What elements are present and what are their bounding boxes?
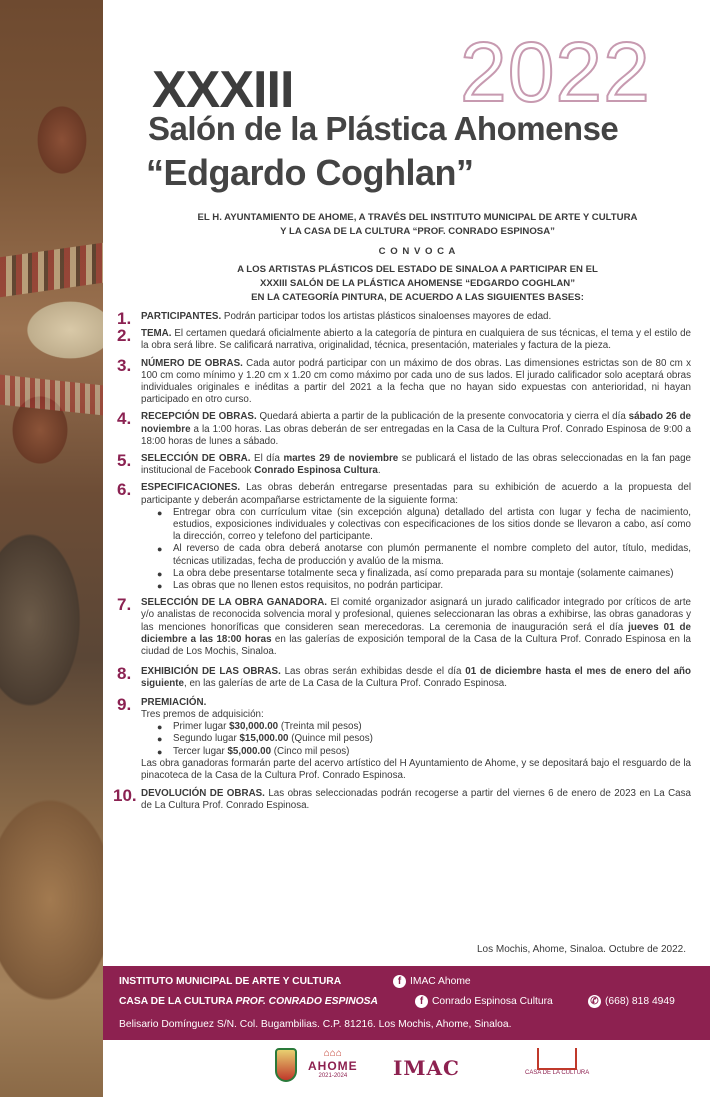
base-text: El día bbox=[250, 453, 284, 465]
base-number: 8. bbox=[117, 664, 132, 684]
prize-item: ● Segundo lugar $15,000.00 (Quince mil pesos) bbox=[141, 733, 691, 745]
spec-bullet: ● Las obras que no llenen estos requisitos, no podrán participar. bbox=[141, 580, 691, 592]
year-heading: 2022 bbox=[460, 25, 651, 119]
base-number: 7. bbox=[117, 595, 132, 615]
phone-icon: ✆ bbox=[588, 995, 601, 1008]
intro-line-5: EN LA CATEGORÍA PINTURA, DE ACUERDO A LAS SIGUIENTES BASES: bbox=[251, 292, 584, 303]
base-item bbox=[113, 355, 691, 407]
intro-line-4: XXXIII SALÓN DE LA PLÁSTICA AHOMENSE “EDGARDO COGHLAN” bbox=[259, 278, 575, 289]
base-item bbox=[113, 411, 691, 448]
facebook-icon: f bbox=[393, 975, 406, 988]
municipal-crest-logo bbox=[275, 1048, 297, 1082]
spec-bullet: ● Al reverso de cada obra deberá anotarse con plumón permanente el nombre completo del autor, título, medidas, técnicas utilizadas, fecha de producción y avalúo de la misma. bbox=[141, 543, 691, 567]
contact-band bbox=[103, 966, 710, 1040]
base-text: El comité organizador asignará un jurado calificador integrado por críticos de arte y/o analistas de reconocida solvencia moral y profesional, quienes seleccionaran las obras a exhibirse, las obras ganadoras y las menciones honoríficas que consideren sean merecedoras. La ceremonia de inauguración será el día bbox=[141, 597, 691, 633]
institute-name: INSTITUTO MUNICIPAL DE ARTE Y CULTURA bbox=[119, 976, 342, 987]
base-text: Las obras seleccionadas podrán recogerse a partir del viernes 6 de enero de 2023 en La Casa de La Cultura Prof. Conrado Espinosa. bbox=[141, 788, 691, 812]
edition-number: XXXIII bbox=[152, 61, 294, 119]
base-date: martes 29 de noviembre bbox=[283, 453, 399, 465]
base-item bbox=[113, 482, 691, 592]
base-number: 4. bbox=[117, 409, 132, 429]
prize-amount: $30,000.00 bbox=[229, 721, 279, 733]
intro-line-3: A LOS ARTISTAS PLÁSTICOS DEL ESTADO DE SINALOA A PARTICIPAR EN EL bbox=[237, 264, 598, 275]
phone-link[interactable] bbox=[588, 995, 675, 1008]
base-heading: SELECCIÓN DE OBRA. bbox=[141, 453, 251, 465]
base-number: 5. bbox=[117, 451, 132, 471]
prize-list bbox=[141, 721, 691, 758]
base-date: sábado 26 de noviembre bbox=[141, 411, 692, 435]
base-date: jueves 01 de diciembre a las 18:00 horas bbox=[141, 621, 691, 645]
base-date: 01 de diciembre hasta el mes de enero del año siguiente bbox=[141, 666, 691, 690]
base-heading: DEVOLUCIÓN DE OBRAS. bbox=[141, 788, 265, 800]
base-item bbox=[113, 309, 691, 328]
facebook-icon: f bbox=[415, 995, 428, 1008]
casa-cultura-name: CASA DE LA CULTURA PROF. CONRADO ESPINOSA bbox=[119, 996, 378, 1007]
base-number: 3. bbox=[117, 355, 132, 375]
convoca-heading: C O N V O C A bbox=[378, 246, 457, 257]
title-line-1: Salón de la Plástica Ahomense bbox=[148, 110, 619, 147]
base-heading: PREMIACIÓN. bbox=[141, 696, 207, 708]
base-text: Cada autor podrá participar con un máximo de dos obras. Las dimensiones estrictas son de 80 cm x 100 cm como mínimo y 1.20 cm x 1.20 cm como máximo por cada uno de sus lados. El jurado calificador solo aceptará obras individuales originales e inéditas a partir del 2021 a la fecha que no hayan sido expuestas con anterioridad, ni hayan participado en otro curso. bbox=[141, 357, 691, 406]
base-text: Quedará abierta a partir de la publicación de la presente convocatoria y cierra el día bbox=[256, 411, 629, 423]
base-number: 6. bbox=[117, 480, 132, 500]
phone-number: (668) 818 4949 bbox=[605, 996, 675, 1007]
base-text: a la 1:00 horas. Las obras deberán de ser entregadas en la Casa de la Cultura Prof. Conrado Espinosa de 9:00 a 18:00 horas de lunes a sábado. bbox=[141, 423, 691, 447]
base-heading: ESPECIFICACIONES. bbox=[141, 482, 241, 494]
base-text: , en las galerías de arte de La Casa de la Cultura Prof. Conrado Espinosa. bbox=[184, 678, 507, 690]
prize-item: ● Primer lugar $30,000.00 (Treinta mil pesos) bbox=[141, 721, 691, 733]
facebook-handle: Conrado Espinosa Cultura bbox=[432, 996, 553, 1007]
spec-bullet: ● La obra debe presentarse totalmente seca y finalizada, así como preparada para su montaje (solamente caimanes) bbox=[141, 568, 691, 580]
painting-strip bbox=[0, 0, 103, 1097]
bases-list bbox=[113, 311, 691, 818]
prize-item: ● Tercer lugar $5,000.00 (Cinco mil pesos) bbox=[141, 746, 691, 758]
base-heading: NÚMERO DE OBRAS. bbox=[141, 357, 243, 369]
base-text: Las obras deberán entregarse presentadas para su exhibición de acuerdo a la propuesta del participante y deberán acompañarse estrictamente de la siguiente forma: bbox=[141, 482, 691, 506]
base-item bbox=[113, 453, 691, 477]
spec-bullet: ● Entregar obra con currículum vitae (sin excepción alguna) detallado del artista con lugar y fecha de nacimiento, estudios, exposiciones individuales y colectivas con especificaciones de los sitios donde se llevaron a cabo, así como la dirección, correo y telefono del participante. bbox=[141, 507, 691, 544]
casa-cultura-logo: CASA DE LA CULTURA bbox=[525, 1048, 589, 1076]
base-text: se publicará el listado de las obras seleccionadas en la fan page institucional de Facebook bbox=[141, 453, 691, 477]
address: Belisario Domínguez S/N. Col. Bugambilias. C.P. 81216. Los Mochis, Ahome, Sinaloa. bbox=[119, 1019, 512, 1030]
base-text: Podrán participar todos los artistas plásticos sinaloenses mayores de edad. bbox=[221, 311, 552, 322]
ahome-logo: ⌂⌂⌂ AHOME 2021-2024 bbox=[308, 1048, 358, 1079]
place-date: Los Mochis, Ahome, Sinaloa. Octubre de 2022. bbox=[476, 944, 686, 955]
spec-list bbox=[141, 507, 691, 592]
base-number: 10. bbox=[113, 786, 137, 806]
facebook-page-name: Conrado Espinosa Cultura bbox=[254, 465, 378, 477]
base-text: . bbox=[377, 465, 381, 477]
base-item bbox=[113, 788, 691, 812]
base-text: El certamen quedará oficialmente abierto a la categoría de pintura en cualquiera de sus técnicas, el tema y el estilo de la obra será libre. Se calificará narrativa, originalidad, técnica, presentación, materiales y factura de la pieza. bbox=[141, 328, 691, 352]
base-heading: PARTICIPANTES. bbox=[141, 311, 222, 322]
facebook-link-imac[interactable] bbox=[393, 975, 471, 988]
base-number: 9. bbox=[117, 694, 132, 714]
imac-logo: IMAC bbox=[393, 1056, 460, 1080]
base-item bbox=[113, 666, 691, 690]
base-item bbox=[113, 328, 691, 352]
facebook-handle: IMAC Ahome bbox=[410, 976, 471, 987]
base-text: Las obras serán exhibidas desde el día bbox=[280, 666, 466, 678]
base-item bbox=[113, 597, 691, 658]
base-number: 2. bbox=[117, 326, 132, 346]
facebook-link-casa[interactable] bbox=[415, 995, 553, 1008]
logo-row bbox=[103, 1040, 710, 1097]
base-text: Tres premos de adquisición: bbox=[141, 708, 264, 720]
prize-amount: $15,000.00 bbox=[239, 733, 289, 745]
base-heading: EXHIBICIÓN DE LAS OBRAS. bbox=[141, 666, 281, 678]
base-heading: TEMA. bbox=[141, 328, 172, 340]
intro-line-1: EL H. AYUNTAMIENTO DE AHOME, A TRAVÉS DEL INSTITUTO MUNICIPAL DE ARTE Y CULTURA bbox=[197, 212, 638, 223]
base-item bbox=[113, 694, 691, 782]
base-heading: SELECCIÓN DE LA OBRA GANADORA. bbox=[141, 597, 328, 609]
title-line-2: “Edgardo Coghlan” bbox=[146, 152, 474, 193]
intro-line-2: Y LA CASA DE LA CULTURA “PROF. CONRADO ESPINOSA” bbox=[280, 226, 555, 237]
base-text: en las galerías de exposición temporal de la Casa de la Cultura Prof. Conrado Espinosa en la ciudad de Los Mochis, Sinaloa. bbox=[141, 633, 691, 658]
base-heading: RECEPCIÓN DE OBRAS. bbox=[141, 411, 257, 423]
base-text: Las obra ganadoras formarán parte del acervo artístico del H Ayuntamiento de Ahome, y se depositará bajo el resguardo de la pinacoteca de la Casa de la Cultura Prof. Conrado Espinosa. bbox=[141, 757, 691, 781]
prize-amount: $5,000.00 bbox=[227, 745, 272, 757]
base-number: 1. bbox=[117, 309, 132, 328]
